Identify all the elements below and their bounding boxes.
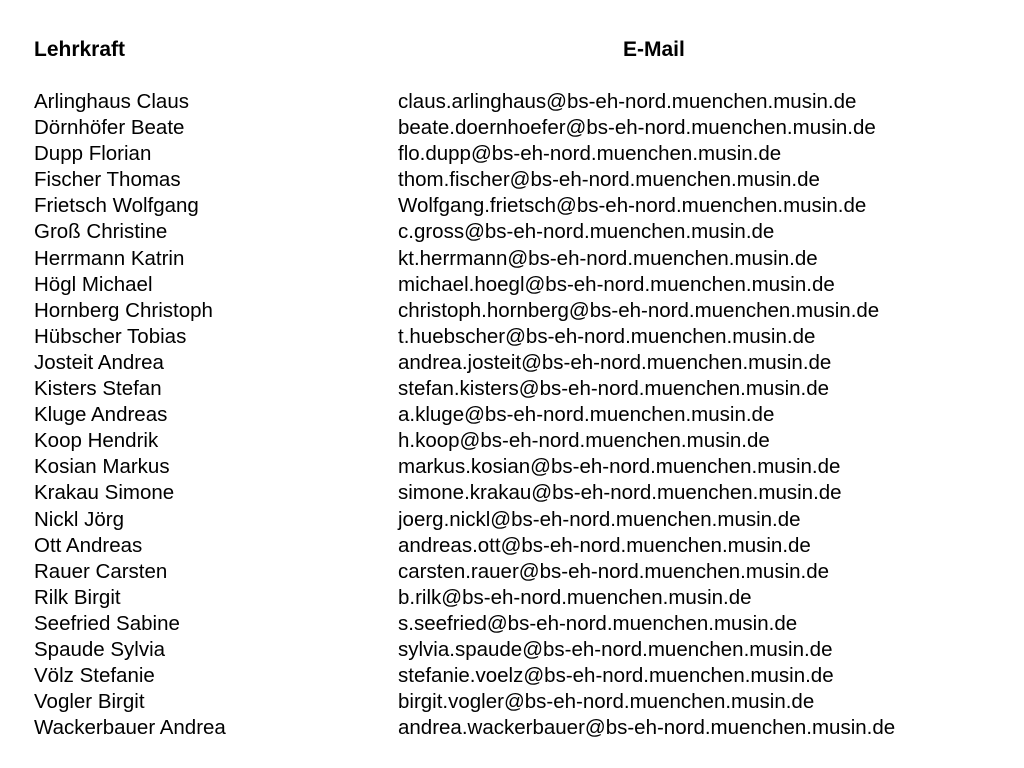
table-row — [0, 428, 1024, 454]
teacher-name: Völz Stefanie — [34, 664, 155, 688]
teacher-email: c.gross@bs-eh-nord.muenchen.musin.de — [398, 220, 775, 244]
table-row — [0, 350, 1024, 376]
table-row — [0, 585, 1024, 611]
teacher-name: Arlinghaus Claus — [34, 90, 189, 113]
teacher-name: Kisters Stefan — [34, 377, 162, 401]
column-header-email: E-Mail — [623, 38, 685, 61]
table-row — [0, 141, 1024, 167]
teacher-name: Nickl Jörg — [34, 507, 124, 531]
teacher-name: Fischer Thomas — [34, 168, 181, 192]
table-row — [0, 454, 1024, 480]
table-row — [0, 246, 1024, 272]
teacher-rows — [0, 89, 1024, 741]
table-row — [0, 167, 1024, 193]
teacher-email: michael.hoegl@bs-eh-nord.muenchen.musin.de — [398, 272, 835, 296]
teacher-name: Rauer Carsten — [34, 559, 168, 583]
teacher-name: Dupp Florian — [34, 142, 152, 166]
table-row — [0, 272, 1024, 298]
table-row — [0, 193, 1024, 219]
table-row — [0, 663, 1024, 689]
teacher-name: Koop Hendrik — [34, 429, 159, 453]
teacher-name: Högl Michael — [34, 272, 153, 296]
table-row — [0, 559, 1024, 585]
teacher-email: h.koop@bs-eh-nord.muenchen.musin.de — [398, 429, 770, 453]
teacher-email: stefan.kisters@bs-eh-nord.muenchen.musin.de — [398, 377, 830, 401]
teacher-email: joerg.nickl@bs-eh-nord.muenchen.musin.de — [398, 507, 801, 531]
teacher-email: christoph.hornberg@bs-eh-nord.muenchen.musin.de — [398, 298, 880, 322]
teacher-name: Rilk Birgit — [34, 585, 121, 609]
teacher-email: birgit.vogler@bs-eh-nord.muenchen.musin.de — [398, 690, 815, 714]
table-row — [0, 533, 1024, 559]
teacher-name: Krakau Simone — [34, 481, 175, 505]
teacher-name: Josteit Andrea — [34, 350, 164, 374]
table-row — [0, 115, 1024, 141]
teacher-name: Wackerbauer Andrea — [34, 716, 226, 740]
table-row — [0, 689, 1024, 715]
teacher-email: thom.fischer@bs-eh-nord.muenchen.musin.de — [398, 168, 820, 192]
teacher-name: Vogler Birgit — [34, 690, 145, 714]
teacher-email: stefanie.voelz@bs-eh-nord.muenchen.musin.de — [398, 664, 834, 688]
teacher-email: beate.doernhoefer@bs-eh-nord.muenchen.musin.de — [398, 116, 876, 140]
teacher-email: b.rilk@bs-eh-nord.muenchen.musin.de — [398, 585, 752, 609]
teacher-name: Spaude Sylvia — [34, 637, 166, 661]
teacher-email: sylvia.spaude@bs-eh-nord.muenchen.musin.de — [398, 637, 833, 661]
table-row — [0, 89, 1024, 115]
table-row — [0, 324, 1024, 350]
teacher-email: t.huebscher@bs-eh-nord.muenchen.musin.de — [398, 324, 816, 348]
teacher-email: claus.arlinghaus@bs-eh-nord.muenchen.musin.de — [398, 90, 857, 113]
table-header — [0, 34, 1024, 66]
table-row — [0, 715, 1024, 741]
teacher-email: flo.dupp@bs-eh-nord.muenchen.musin.de — [398, 142, 782, 166]
table-row — [0, 376, 1024, 402]
teacher-name: Ott Andreas — [34, 533, 143, 557]
teacher-name: Dörnhöfer Beate — [34, 116, 185, 140]
table-row — [0, 298, 1024, 324]
teacher-name: Frietsch Wolfgang — [34, 194, 199, 218]
table-row — [0, 219, 1024, 245]
table-row — [0, 637, 1024, 663]
teacher-email: s.seefried@bs-eh-nord.muenchen.musin.de — [398, 611, 798, 635]
teacher-email: simone.krakau@bs-eh-nord.muenchen.musin.de — [398, 481, 842, 505]
teacher-email: carsten.rauer@bs-eh-nord.muenchen.musin.de — [398, 559, 830, 583]
teacher-name: Kosian Markus — [34, 455, 170, 479]
table-row — [0, 611, 1024, 637]
teacher-email: a.kluge@bs-eh-nord.muenchen.musin.de — [398, 403, 775, 427]
column-header-teacher: Lehrkraft — [34, 38, 126, 61]
teacher-name: Herrmann Katrin — [34, 246, 185, 270]
teacher-name: Seefried Sabine — [34, 611, 180, 635]
teacher-email: markus.kosian@bs-eh-nord.muenchen.musin.de — [398, 455, 841, 479]
teacher-email: andrea.wackerbauer@bs-eh-nord.muenchen.musin.de — [398, 716, 896, 740]
teacher-name: Hornberg Christoph — [34, 298, 213, 322]
teacher-name: Groß Christine — [34, 220, 168, 244]
table-row — [0, 507, 1024, 533]
table-row — [0, 480, 1024, 506]
teacher-name: Kluge Andreas — [34, 403, 168, 427]
teacher-email: andreas.ott@bs-eh-nord.muenchen.musin.de — [398, 533, 811, 557]
teacher-email: kt.herrmann@bs-eh-nord.muenchen.musin.de — [398, 246, 818, 270]
table-row — [0, 402, 1024, 428]
teacher-name: Hübscher Tobias — [34, 324, 187, 348]
teacher-email: andrea.josteit@bs-eh-nord.muenchen.musin.de — [398, 350, 832, 374]
teacher-email: Wolfgang.frietsch@bs-eh-nord.muenchen.musin.de — [398, 194, 867, 218]
